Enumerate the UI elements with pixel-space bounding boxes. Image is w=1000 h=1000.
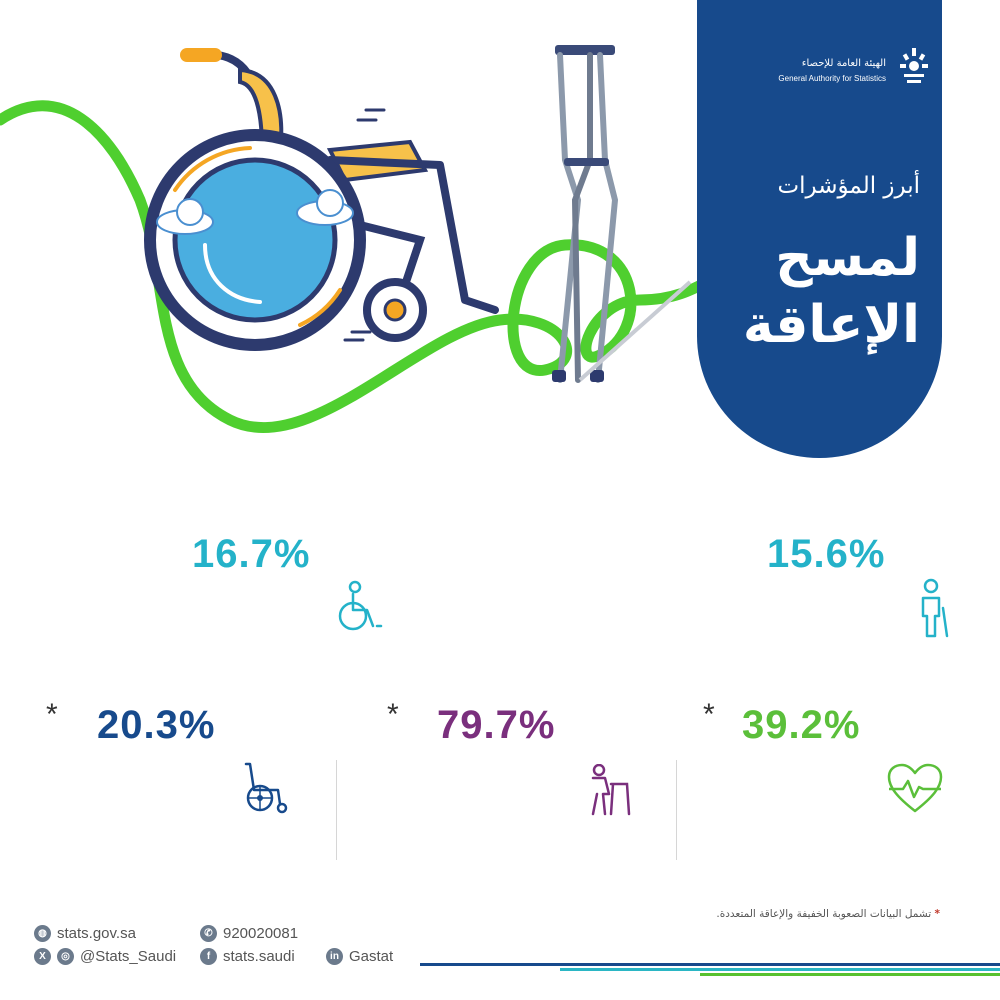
contact-linkedin[interactable]: in Gastat [326,948,393,965]
walker-person-icon [583,764,633,818]
linkedin-icon: in [326,948,343,965]
column-divider [336,760,337,860]
hero-illustration [0,0,1000,470]
wheelchair-handle [180,48,222,62]
contact-social-x-instagram[interactable]: X ◎ @Stats_Saudi [34,948,176,965]
instagram-icon: ◎ [57,948,74,965]
column-divider [676,760,677,860]
heart-pulse-icon [887,763,943,815]
contact-website[interactable]: ◍ stats.gov.sa [34,925,136,942]
banner-subtitle: أبرز المؤشرات [777,173,920,199]
gastat-logo-mark [894,44,934,90]
org-name-arabic: الهيئة العامة للإحصاء [801,58,886,69]
wheelchair-icon [240,760,290,814]
footer-stripe-green [700,973,1000,976]
banner-title-line1: لمسح [775,228,920,288]
org-name-english: General Authority for Statistics [778,74,886,83]
stat-value: 15.6% [767,532,886,576]
facebook-icon: f [200,948,217,965]
stat-asterisk: * [46,698,58,731]
contact-facebook[interactable]: f stats.saudi [200,948,295,965]
footnote-text: تشمل البيانات الصعوبة الخفيفة والإعاقة المتعددة. [716,908,935,920]
stat-asterisk: * [387,698,399,731]
banner-title-line2: الإعاقة [742,295,920,355]
globe-icon: ◍ [34,925,51,942]
phone-icon: ✆ [200,925,217,942]
stat-value: 39.2% [742,703,861,747]
stat-value: 20.3% [97,703,216,747]
stat-value: 79.7% [437,703,556,747]
contact-phone[interactable]: ✆ 920020081 [200,925,298,942]
wheelchair-user-icon [333,580,383,634]
footer-stripe-teal [560,968,1000,971]
stat-asterisk: * [703,698,715,731]
footnote-asterisk: * [934,908,940,920]
x-icon: X [34,948,51,965]
stat-value: 16.7% [192,532,311,576]
footer-stripe-blue [420,963,1000,966]
blind-person-icon [913,578,949,638]
gastat-logo [724,44,934,96]
footnote [716,908,940,920]
